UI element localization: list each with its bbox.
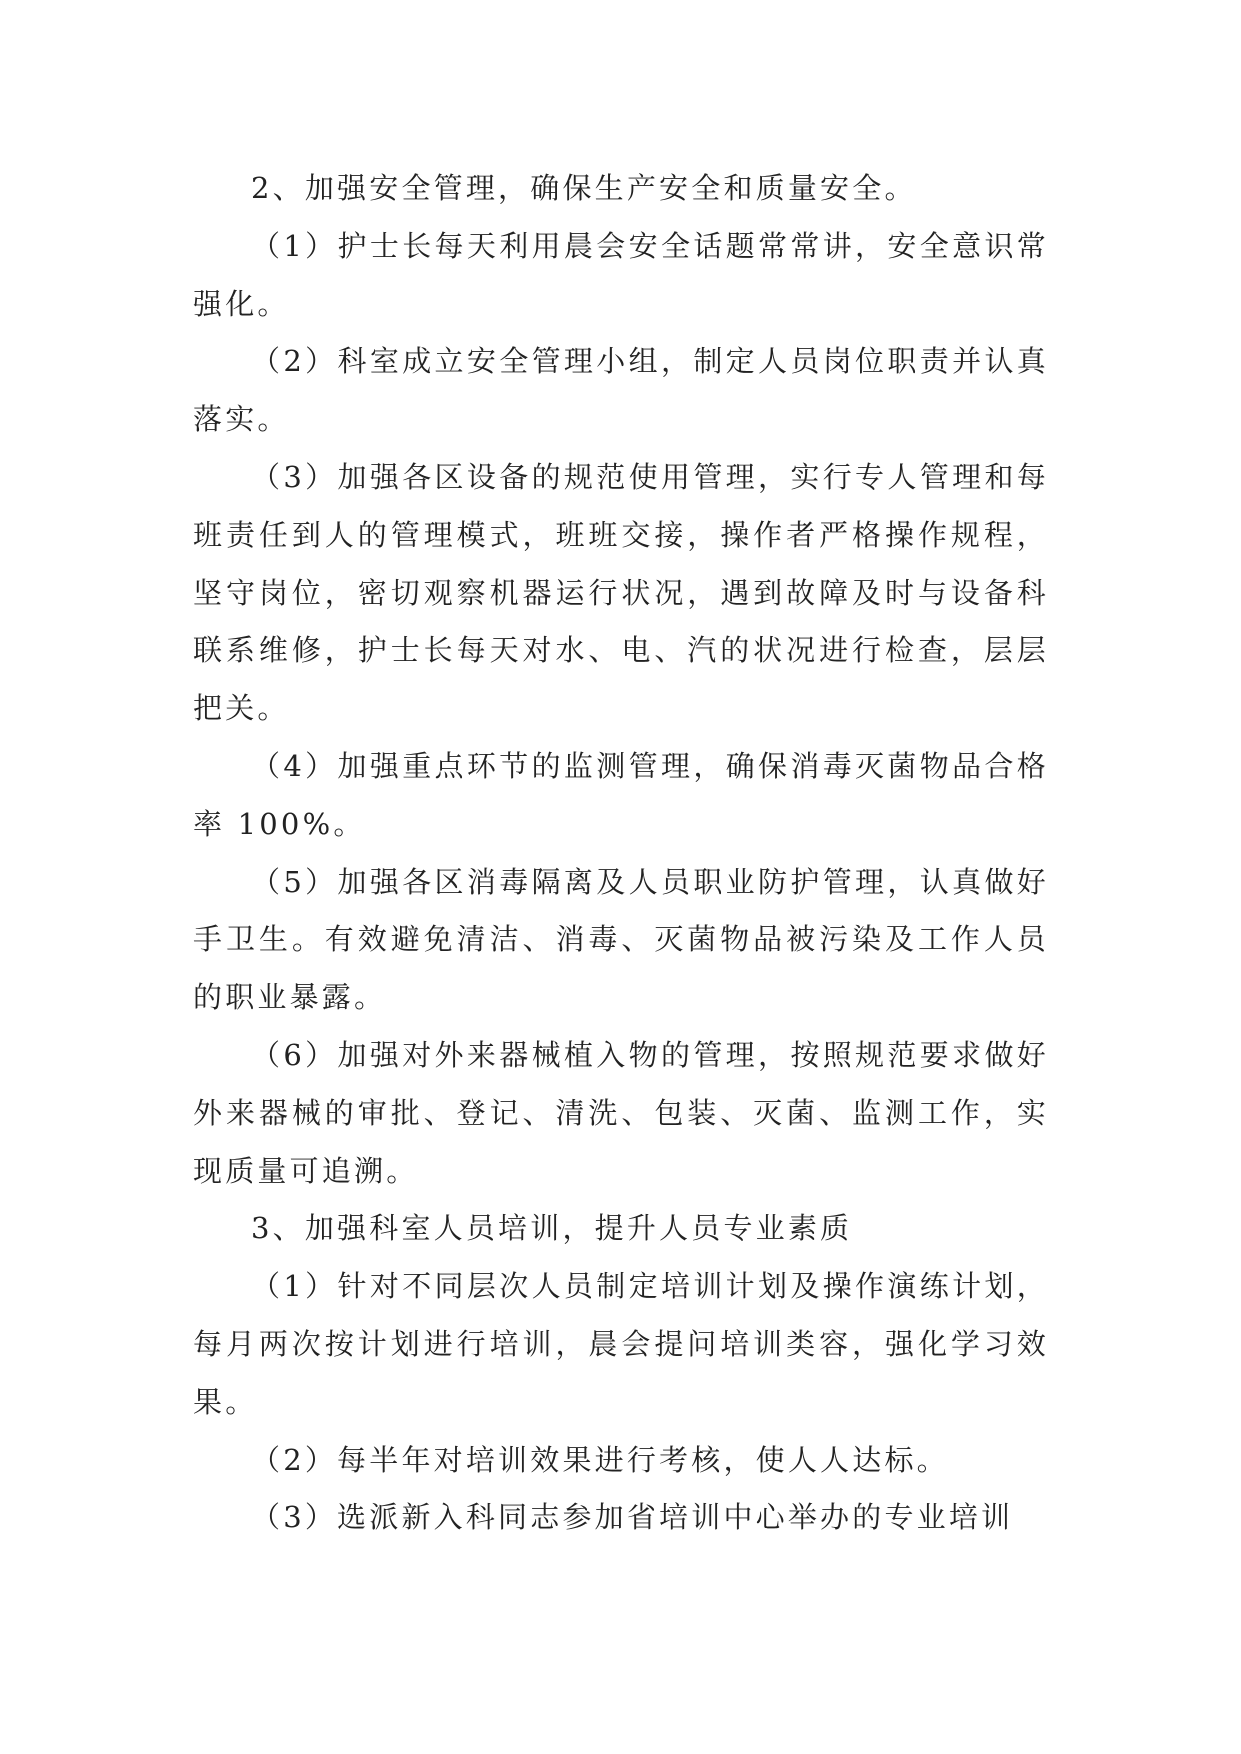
paragraph-training-2: （2）每半年对培训效果进行考核，使人人达标。 (251, 1442, 949, 1477)
paragraph-safety-4: （4）加强重点环节的监测管理，确保消毒灭菌物品合格率 100%。 (193, 748, 1049, 841)
paragraph-safety-2: （2）科室成立安全管理小组，制定人员岗位职责并认真落实。 (193, 344, 1049, 437)
paragraph-training-3: （3）选派新入科同志参加省培训中心举办的专业培训 (251, 1500, 1014, 1535)
paragraph-training-1: （1）针对不同层次人员制定培训计划及操作演练计划，每月两次按计划进行培训，晨会提问培训类容，强化学习效果。 (193, 1269, 1049, 1419)
paragraph-safety-5: （5）加强各区消毒隔离及人员职业防护管理，认真做好手卫生。有效避免清洁、消毒、灭菌物品被污染及工作人员的职业暴露。 (193, 864, 1049, 1015)
paragraph-safety-3: （3）加强各区设备的规范使用管理，实行专人管理和每班责任到人的管理模式，班班交接，操作者严格操作规程，坚守岗位，密切观察机器运行状况，遇到故障及时与设备科联系维修，护士长每天对水、电、汽的状况进行检查，层层把关。 (193, 459, 1049, 726)
paragraph-safety-1: （1）护士长每天利用晨会安全话题常常讲，安全意识常强化。 (193, 228, 1049, 321)
paragraph-safety-6: （6）加强对外来器械植入物的管理，按照规范要求做好外来器械的审批、登记、清洗、包装、灭菌、监测工作，实现质量可追溯。 (193, 1037, 1049, 1188)
section-heading-training: 3、加强科室人员培训，提升人员专业素质 (251, 1211, 853, 1246)
section-heading-safety: 2、加强安全管理，确保生产安全和质量安全。 (251, 171, 917, 205)
document-body (193, 160, 1049, 1547)
